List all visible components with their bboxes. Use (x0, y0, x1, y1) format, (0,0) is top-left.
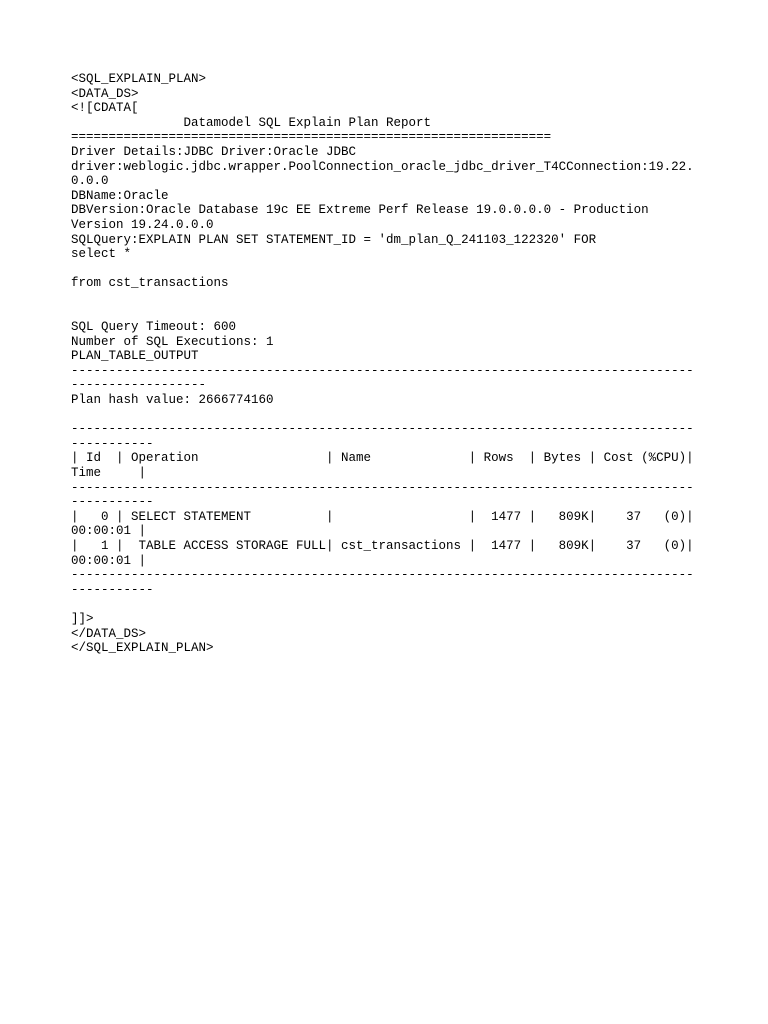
dash-separator: ----------------------------------------------------------------------------------- (71, 480, 694, 495)
sql-select: select * (71, 247, 132, 262)
blank-line (71, 408, 711, 423)
dash-separator-wrap: ----------- (71, 582, 154, 597)
dash-separator: ----------------------------------------------------------------------------------- (71, 363, 694, 378)
plan-table-header-wrap: Time | (71, 466, 147, 481)
driver-class-wrap: 0.0.0 (71, 174, 109, 189)
db-name: DBName:Oracle (71, 188, 169, 203)
xml-close-data-ds: </DATA_DS> (71, 626, 147, 641)
cdata-close: ]]> (71, 611, 94, 626)
title-underline: ================================================================ (71, 130, 552, 145)
plan-row-1: | 1 | TABLE ACCESS STORAGE FULL| cst_transactions | 1477 | 809K| 37 (0)| (71, 539, 694, 553)
db-version-number: Version 19.24.0.0.0 (71, 217, 214, 232)
cdata-open: <![CDATA[ (71, 101, 139, 116)
xml-close-sql-explain-plan: </SQL_EXPLAIN_PLAN> (71, 641, 214, 656)
dash-separator: ----------------------------------------------------------------------------------- (71, 568, 694, 583)
plan-row-0: | 0 | SELECT STATEMENT | | 1477 | 809K| 37 (0)| (71, 509, 694, 524)
report-title: Datamodel SQL Explain Plan Report (71, 115, 432, 130)
sql-query: SQLQuery:EXPLAIN PLAN SET STATEMENT_ID = 'dm_plan_Q_241103_122320' FOR (71, 232, 597, 247)
dash-separator-wrap: ------------------ (71, 378, 207, 393)
xml-open-sql-explain-plan: <SQL_EXPLAIN_PLAN> (71, 72, 207, 86)
dash-separator-wrap: ----------- (71, 495, 154, 510)
sql-from: from cst_transactions (71, 276, 229, 291)
blank-line (71, 291, 711, 306)
driver-details: Driver Details:JDBC Driver:Oracle JDBC (71, 144, 357, 159)
db-version: DBVersion:Oracle Database 19c EE Extreme Perf Release 19.0.0.0.0 - Production (71, 203, 649, 218)
dash-separator-wrap: ----------- (71, 436, 154, 451)
dash-separator: ----------------------------------------------------------------------------------- (71, 422, 694, 437)
plan-hash-value: Plan hash value: 2666774160 (71, 393, 274, 408)
sql-query-timeout: SQL Query Timeout: 600 (71, 320, 237, 335)
plan-table-output: PLAN_TABLE_OUTPUT (71, 349, 199, 364)
sql-executions: Number of SQL Executions: 1 (71, 334, 274, 349)
xml-open-data-ds: <DATA_DS> (71, 86, 139, 101)
blank-line (71, 262, 711, 277)
blank-line (71, 597, 711, 612)
blank-line (71, 306, 711, 321)
plan-row-0-time: 00:00:01 | (71, 524, 147, 539)
plan-row-1-time: 00:00:01 | (71, 553, 147, 568)
explain-plan-report (71, 72, 711, 656)
plan-table-header: | Id | Operation | Name | Rows | Bytes | Cost (%CPU)| (71, 451, 694, 466)
driver-class: driver:weblogic.jdbc.wrapper.PoolConnection_oracle_jdbc_driver_T4CConnection:19.22. (71, 159, 694, 174)
